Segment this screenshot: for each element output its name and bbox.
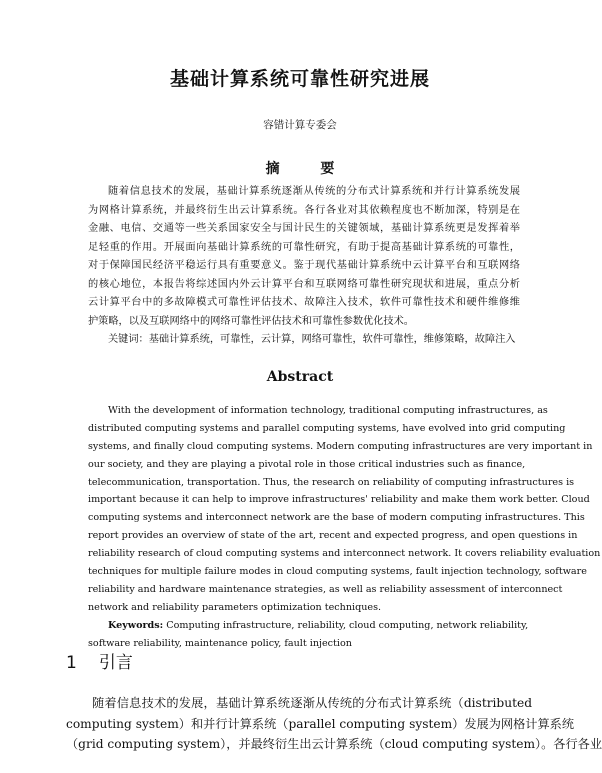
abstract-cn-heading: 摘 要 (265, 161, 353, 177)
body-line: （grid computing system），并最终衍生出云计算系统（cloud computing system）。各行各业 (66, 737, 602, 751)
keywords-en-cont: software reliability, maintenance policy, fault injection (88, 637, 352, 649)
section-title: 引言 (98, 653, 133, 673)
section-number: 1 (66, 653, 77, 673)
abstract-en-line: distributed computing systems and parallel computing systems, have evolved into grid computing (88, 422, 566, 434)
abstract-en-body (88, 402, 601, 652)
abstract-en-line: our society, and they are playing a pivotal role in those critical industries such as finance, (88, 458, 526, 470)
abstract-en-heading: Abstract (266, 369, 334, 385)
keywords-cn (88, 331, 520, 350)
abstract-en-line: important because it can help to improve infrastructures' reliability and make them work better. Cloud (88, 494, 590, 506)
abstract-cn-line: 随着信息技术的发展，基础计算系统逐渐从传统的分布式计算系统和并行计算系统发展 (108, 186, 520, 197)
body-line: computing system）和并行计算系统（parallel computing system）发展为网格计算系统 (66, 716, 575, 731)
keywords-en-text: Computing infrastructure, reliability, cloud computing, network reliability, (166, 619, 529, 631)
abstract-en-line: techniques for multiple failure modes in cloud computing systems, fault injection technology, software (88, 566, 587, 578)
abstract-cn-line: 云计算平台中的多故障模式可靠性评估技术、故障注入技术，软件可靠性技术和硬件维修维 (88, 297, 520, 308)
keywords-en (88, 617, 529, 635)
abstract-cn-line: 金融、电信、交通等一些关系国家安全与国计民生的关键领域，基础计算系统更是发挥着举 (88, 223, 520, 234)
keywords-cn-text: 基础计算系统，可靠性，云计算，网络可靠性，软件可靠性，维修策略，故障注入 (148, 334, 516, 345)
abstract-cn-line: 对于保障国民经济平稳运行具有重要意义。鉴于现代基础计算系统中云计算平台和互联网络 (88, 260, 520, 271)
paper-title: 基础计算系统可靠性研究进展 (169, 68, 430, 90)
abstract-cn-body (88, 183, 520, 350)
author-line: 容错计算专委会 (263, 119, 337, 131)
abstract-en-line: report provides an overview of state of the art, recent and expected progress, and open questions in (88, 530, 578, 542)
abstract-en-line: reliability research of cloud computing systems and interconnect network. It covers reliability evaluation (88, 548, 601, 560)
section-heading (66, 648, 155, 673)
abstract-cn-line: 的核心地位，本报告将综述国内外云计算平台和互联网络可靠性研究现状和进展，重点分析 (88, 278, 520, 290)
abstract-en-line: reliability and hardware maintenance strategies, as well as reliability assessment of interconnect (88, 583, 563, 595)
body-line: 随着信息技术的发展，基础计算系统逐渐从传统的分布式计算系统（distributed (92, 696, 532, 710)
section-body (66, 693, 602, 755)
abstract-cn-line: 为网格计算系统，并最终衍生出云计算系统。各行各业对其依赖程度也不断加深，特别是在 (88, 204, 520, 216)
abstract-cn-line: 足轻重的作用。开展面向基础计算系统的可靠性研究，有助于提高基础计算系统的可靠性， (88, 241, 520, 253)
abstract-cn-line: 护策略，以及互联网络中的网络可靠性评估技术和可靠性参数优化技术。 (88, 315, 414, 327)
keywords-en-label: Keywords: (108, 619, 164, 631)
abstract-en-line: computing systems and interconnect network are the base of modern computing infrastructures. This (88, 512, 585, 524)
abstract-en-line: With the development of information technology, traditional computing infrastructures, as (108, 405, 548, 416)
keywords-cn-label: 关键词： (108, 334, 149, 345)
abstract-en-line: network and reliability parameters optimization techniques. (88, 601, 382, 613)
abstract-en-line: systems, and finally cloud computing systems. Modern computing infrastructures are very important in (88, 440, 593, 452)
abstract-en-line: telecommunication, transportation. Thus, the research on reliability of computing infrastructures is (88, 476, 575, 488)
